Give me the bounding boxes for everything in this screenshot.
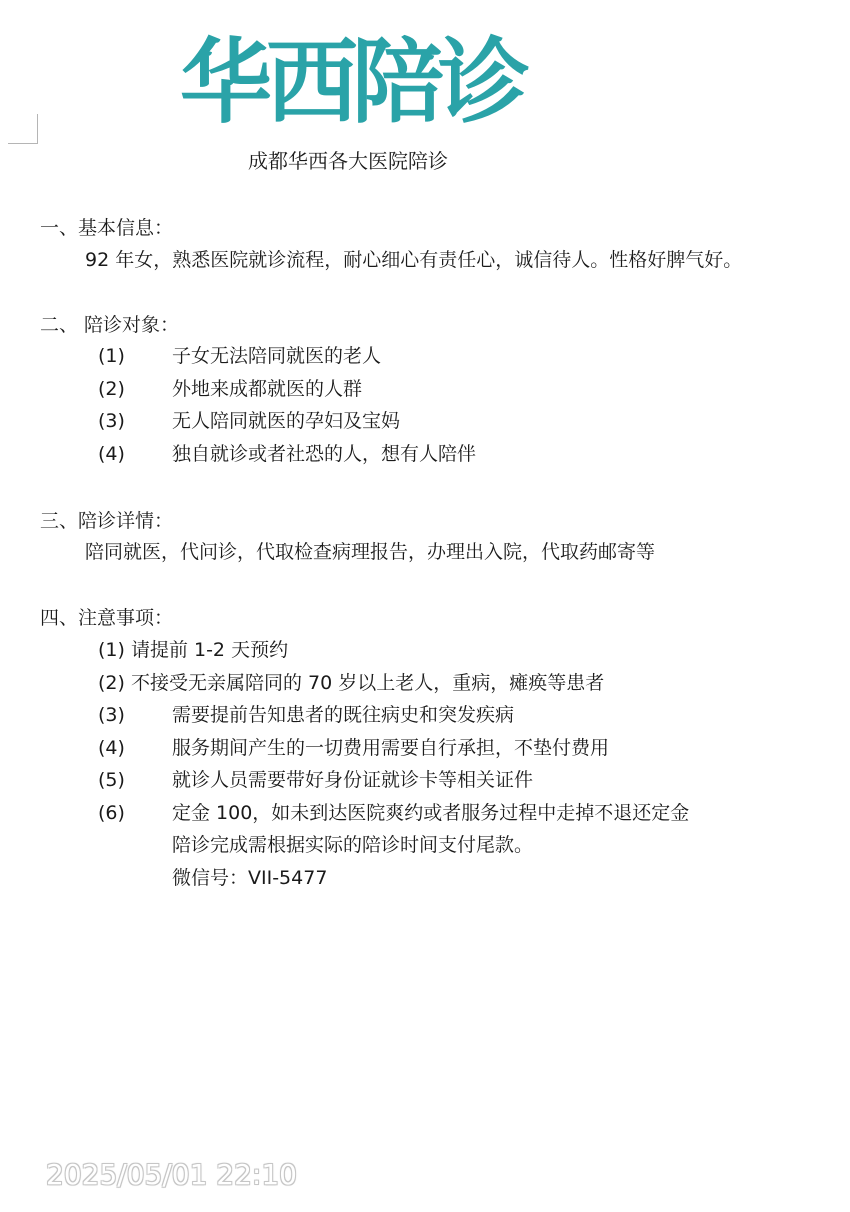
list-item: 无人陪同就医的孕妇及宝妈 [172,410,401,432]
list-item-number: (3) [98,410,125,432]
list-item: (1) 请提前 1-2 天预约 [98,639,289,661]
list-item: 独自就诊或者社恐的人，想有人陪伴 [172,443,477,465]
wechat-id: 微信号：VII-5477 [172,867,328,889]
margin-mark-horizontal [8,143,38,144]
list-item-number: (5) [98,769,125,791]
margin-corner-mark [8,114,38,144]
margin-mark-vertical [37,114,38,144]
section-3-heading: 三、陪诊详情： [40,510,174,532]
list-item-number: (4) [98,443,125,465]
list-item: (2) 不接受无亲属陪同的 70 岁以上老人，重病，瘫痪等患者 [98,672,605,694]
list-item-number: (2) [98,378,125,400]
section-4-heading: 四、注意事项： [40,607,174,629]
subtitle: 成都华西各大医院陪诊 [248,149,448,173]
section-3-body: 陪同就医，代问诊，代取检查病理报告，办理出入院，代取药邮寄等 [85,541,656,563]
list-item: 子女无法陪同就医的老人 [172,345,382,367]
brand-title: 华西陪诊 [180,29,525,136]
section-1-body: 92 年女，熟悉医院就诊流程，耐心细心有责任心，诚信待人。性格好脾气好。 [85,249,743,271]
list-item-continuation: 陪诊完成需根据实际的陪诊时间支付尾款。 [172,834,534,856]
list-item-number: (6) [98,802,125,824]
list-item: 外地来成都就医的人群 [172,378,363,400]
section-1-heading: 一、基本信息： [40,217,174,239]
list-item-number: (3) [98,704,125,726]
list-item-number: (1) [98,345,125,367]
list-item: 服务期间产生的一切费用需要自行承担，不垫付费用 [172,737,610,759]
list-item: 需要提前告知患者的既往病史和突发疾病 [172,704,515,726]
photo-timestamp: 2025/05/01 22:10 [46,1158,297,1191]
list-item: 就诊人员需要带好身份证就诊卡等相关证件 [172,769,534,791]
list-item: 定金 100，如未到达医院爽约或者服务过程中走掉不退还定金 [172,802,690,824]
list-item-number: (4) [98,737,125,759]
section-2-heading: 二、 陪诊对象： [40,314,180,336]
